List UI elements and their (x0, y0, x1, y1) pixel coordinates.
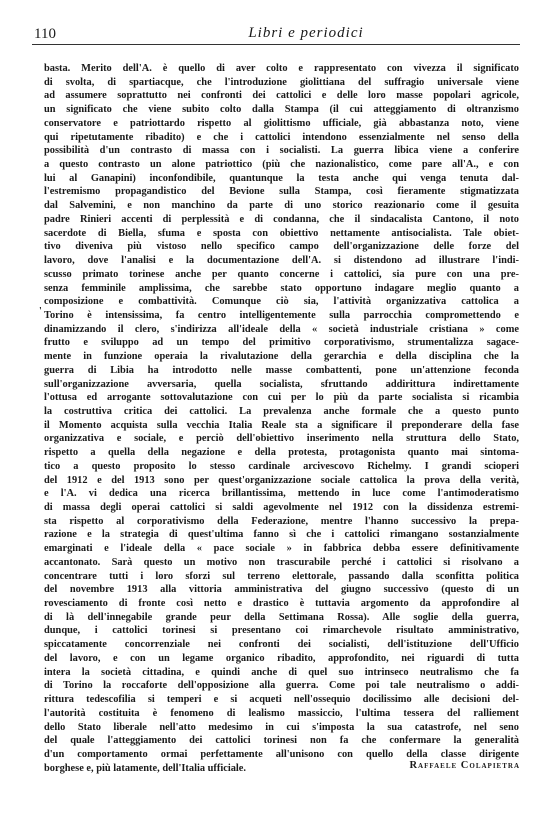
text-line: del novembre 1913 alla vittoria amministrativa del giugno successivo (questo di un (44, 584, 519, 596)
text-line: dal Salvemini, e non manchino da parte di uno storico reazionario come il gesuita (44, 200, 519, 212)
text-line: organizzativa e sociale, e perciò dell'obiettivo inserimento nella struttura dello Stato, (44, 433, 519, 445)
text-line: di là dell'innegabile grande peur della Settimana Rossa). Alle soglie della guerra, (44, 611, 519, 623)
text-line: lavoro, dove l'analisi e la documentazione dell'A. si distendono ad illustrare l'indi- (44, 255, 519, 267)
text-line: rispetto a quella della negazione e della protesta, protagonista quanto mai sintoma- (44, 447, 519, 459)
page-number: 110 (34, 26, 56, 42)
text-line: intera la società cittadina, e quindi anche di quel suo intrinseco neutralismo che fa (44, 666, 519, 678)
text-line: basta. Merito dell'A. è quello di aver colto e rappresentato con vivezza il significato (44, 63, 519, 74)
text-line: sull'organizzazione avversaria, quella socialista, sfruttando addirittura indirettamente (44, 378, 519, 390)
text-line: l'autorità costituita è fenomeno di lealismo massiccio, l'ultima tessera del ralliement (44, 707, 519, 719)
text-line: d'un comportamento ormai perfettamente all'unisono con quello della classe dirigente (44, 748, 519, 760)
text-line: sta rispetto al corporativismo della Federazione, mentre l'hanno successivo la prepa- (44, 515, 519, 527)
text-line: senza femminile amplissima, che sarebbe stato opportuno indagare meglio quanto a (44, 282, 519, 294)
text-line: la costruttiva critica dei cattolici. La prevalenza anche formale che a questo punto (44, 405, 519, 417)
running-head (32, 20, 520, 45)
text-line: composizione e combattività. Comunque ciò sia, l'attività organizzativa cattolica a (44, 296, 519, 308)
text-line: spiccatamente concorrenziale nei confronti dei socialisti, dell'istituzione dell'Ufficio (44, 639, 519, 651)
text-line: frutto e sviluppo ad un tempo del primitivo corporativismo, strumentalizza sagace- (44, 337, 519, 349)
text-line: borghese e, più latamente, dell'Italia ufficiale. (44, 762, 247, 774)
text-line: lui al Ganapini) inconfondibile, quantunque la testa anche qui venga tenuta dal- (44, 172, 519, 184)
text-line: ad assumere soprattutto nei confronti dei cattolici e delle loro masse popolari agricole, (44, 90, 519, 102)
text-line: il Momento acquista sulla vecchia Italia Reale sta a significare il preponderare della fase (44, 419, 519, 431)
text-line: conservatore e patriottardo rispetto al giolittismo ufficiale, già abbastanza noto, viene (44, 117, 519, 129)
text-line: qui ripetutamente ribadito) e che i cattolici intendono essenzialmente nel senso della (44, 131, 519, 143)
text-line: accantonato. Sarà questo un motivo non trascurabile perché i cattolici si risolvano a (44, 556, 519, 568)
running-title: Libri e periodici (248, 25, 364, 41)
text-line: l'estremismo propagandistico del Bevione sulla Stampa, così fieramente stigmatizzata (44, 186, 519, 198)
text-line: l'ottusa ed arrogante sottovalutazione con cui per lo più da parte socialista si ricambia (44, 392, 519, 404)
text-line: tico a questo proposito lo stesso cardinale arcivescovo Richelmy. I grandi scioperi (44, 460, 519, 472)
text-line: guerra di Libia ha introdotto nelle masse combattenti, pone un'attenzione feconda (44, 364, 519, 376)
text-line: scusso primato torinese anche per quanto concerne i cattolici, sia pure con una pre- (44, 268, 519, 280)
text-line: del quale l'atteggiamento dei cattolici torinesi non fa che confermare la generalità (44, 735, 519, 747)
text-line: del lavoro, e con un legame organico ribadito, approfondito, nei riguardi di tutta (44, 652, 519, 664)
text-line: rovesciamento di fronte così netto e drastico è tuttavia argomento da approfondire al (44, 598, 519, 610)
text-line: dinamizzando il clero, s'indirizza all'ideale della « società industriale cristiana » come (44, 323, 519, 335)
text-line: dello Stato liberale nell'atto medesimo in cui s'imposta la sua catastrofe, nel seno (44, 721, 519, 733)
text-line: del 1912 e del 1913 sono per quest'organizzazione sociale cattolica la prova della verità, (44, 474, 519, 486)
text-line: a questo contrasto un alone patriottico (più che nazionalistico, come pare all'A., e con (44, 159, 519, 171)
text-line: di massa degli operai cattolici si saldi agevolmente nel 1912 con la dissidenza estremi- (44, 502, 519, 513)
text-line: rittura tedescofilia si temperi e si acqueti nell'ossequio docilissimo alle decisioni del- (44, 694, 519, 706)
text-line: emarginati e l'ideale della « pace sociale » in fabbrica debba essere definitivamente (44, 543, 519, 555)
review-body-text (44, 62, 519, 775)
text-line: tivo diveniva più vistoso nello specifico campo dell'organizzazione delle forze del (44, 241, 519, 253)
text-line: un significato che viene subito colto dalla Stampa (il cui atteggiamento di oltranzismo (44, 104, 519, 116)
text-line: di svolta, di spartiacque, che l'introduzione giolittiana del suffragio universale viene (44, 76, 519, 88)
text-line: Torino è intensissima, fa centro intelligentemente sulla parrocchia compromettendo e (44, 309, 519, 321)
text-line: mente in funzione operaia la rivalutazione della gerarchia e della disciplina che la (44, 351, 519, 363)
margin-mark: ' (39, 306, 42, 317)
text-line: dunque, i cattolici torinesi si presentano coi rimarchevole risultato amministrativo, (44, 625, 519, 637)
text-line: razione e la strategia di quest'ultima fanno sì che i cattolici rimangano sostanzialmente (44, 529, 519, 541)
text-line: e l'A. vi dedica una ricerca brillantissima, mettendo in luce come l'antimoderatismo (44, 488, 519, 500)
text-line: di Torino la roccaforte dell'opposizione alla guerra. Come poi tale neutralismo o addi- (44, 680, 519, 692)
text-line: concentrare tutti i loro sforzi sul terreno elettorale, passando dalla sconfitta politica (44, 570, 519, 582)
text-line: possibilità d'un contrasto di massa con i socialisti. La guerra libica viene a conferire (44, 145, 519, 157)
text-line: padre Rinieri accenti di perplessità e di condanna, che il sindacalista Cantono, il noto (44, 213, 519, 225)
text-line: sacerdote di Biella, sfuma e sposta con obiettivo nettamente antisocialista. Tale obiet- (44, 227, 519, 239)
author-signature: Raffaele Colapietra (409, 760, 520, 771)
